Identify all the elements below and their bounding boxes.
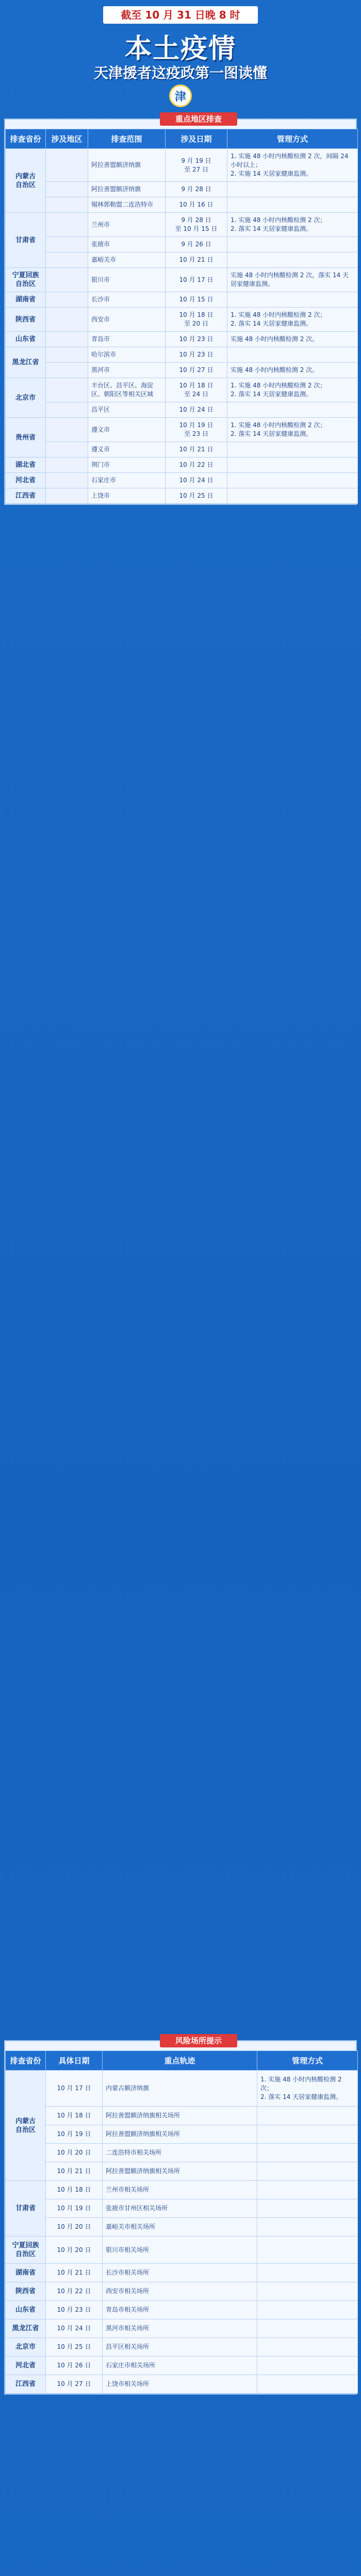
- city-cell: [46, 457, 88, 473]
- risk-places-table: [5, 2050, 358, 2394]
- province-cell: 河北省: [6, 2357, 46, 2375]
- measure-cell: 1. 实施 48 小时内核酸检测 2 次； 2. 落实 14 天居家健康监测。: [227, 378, 358, 402]
- col-header: 涉及日期: [166, 129, 227, 149]
- place-cell: 内蒙古额济纳旗: [103, 2071, 257, 2107]
- measure-cell: [257, 2218, 358, 2236]
- city-cell: [46, 308, 88, 332]
- table-row: [6, 332, 358, 347]
- measure-cell: 实施 48 小时内核酸检测 2 次。: [227, 363, 358, 378]
- measure-cell: [227, 473, 358, 488]
- measure-cell: [227, 182, 358, 197]
- col-header: 排查范围: [88, 129, 166, 149]
- place-cell: 石家庄市相关场所: [103, 2357, 257, 2375]
- province-cell: 湖北省: [6, 457, 46, 473]
- table-row: [6, 347, 358, 363]
- province-cell: 宁夏回族 自治区: [6, 268, 46, 292]
- date-cell: 10 月 21 日: [46, 2162, 103, 2181]
- date-cell: 10 月 19 日: [46, 2199, 103, 2218]
- city-cell: [46, 363, 88, 378]
- measure-cell: [257, 2264, 358, 2282]
- table-row: [6, 2375, 358, 2394]
- city-cell: [46, 268, 88, 292]
- place-cell: 兰州市: [88, 213, 166, 237]
- place-cell: 哈尔滨市: [88, 347, 166, 363]
- date-cell: 10 月 23 日: [166, 332, 227, 347]
- place-cell: 青岛市相关场所: [103, 2301, 257, 2319]
- measure-cell: [227, 237, 358, 252]
- measure-cell: 1. 实施 48 小时内核酸检测 2 次； 2. 落实 14 天居家健康监测。: [227, 418, 358, 442]
- table-row: [6, 402, 358, 418]
- table-row: [6, 2144, 358, 2162]
- measure-cell: 1. 实施 48 小时内核酸检测 2 次； 2. 落实 14 天居家健康监测。: [227, 213, 358, 237]
- col-header: 排查省份: [6, 2051, 46, 2071]
- table-row: [6, 378, 358, 402]
- measure-cell: 1. 实施 48 小时内核酸检测 2 次； 2. 落实 14 天居家健康监测。: [257, 2071, 358, 2107]
- table-row: [6, 197, 358, 213]
- table-header-row: [6, 2051, 358, 2071]
- table-row: [6, 488, 358, 504]
- date-cell: 10 月 25 日: [166, 488, 227, 504]
- date-cell: 10 月 21 日: [46, 2264, 103, 2282]
- province-cell: 北京市: [6, 2338, 46, 2357]
- section-tag: 风险场所提示: [160, 2034, 237, 2047]
- place-cell: 昌平区相关场所: [103, 2338, 257, 2357]
- place-cell: 张掖市甘州区相关场所: [103, 2199, 257, 2218]
- province-cell: 陕西省: [6, 308, 46, 332]
- province-cell: 陕西省: [6, 2282, 46, 2301]
- table-row: [6, 2282, 358, 2301]
- date-cell: 10 月 22 日: [46, 2282, 103, 2301]
- measure-cell: [257, 2319, 358, 2338]
- province-cell: 北京市: [6, 378, 46, 418]
- date-cell: 10 月 18 日: [46, 2181, 103, 2199]
- measure-cell: 实施 48 小时内核酸检测 2 次，落实 14 天居家健康监测。: [227, 268, 358, 292]
- measure-cell: [257, 2144, 358, 2162]
- place-cell: 张掖市: [88, 237, 166, 252]
- header: [0, 0, 361, 113]
- place-cell: 西安市相关场所: [103, 2282, 257, 2301]
- col-header: 管理方式: [257, 2051, 358, 2071]
- table-row: [6, 2338, 358, 2357]
- place-cell: 阿拉善盟额济纳旗相关场所: [103, 2162, 257, 2181]
- province-cell: 河北省: [6, 473, 46, 488]
- date-cell: 10 月 18 日 至 24 日: [166, 378, 227, 402]
- province-cell: 甘肃省: [6, 213, 46, 268]
- measure-cell: [227, 402, 358, 418]
- table-row: [6, 2162, 358, 2181]
- city-cell: [46, 378, 88, 402]
- province-cell: 宁夏回族 自治区: [6, 2236, 46, 2264]
- date-cell: 10 月 19 日 至 23 日: [166, 418, 227, 442]
- date-cell: 10 月 21 日: [166, 252, 227, 268]
- measure-cell: [257, 2301, 358, 2319]
- date-cell: 10 月 18 日 至 20 日: [166, 308, 227, 332]
- table-row: [6, 252, 358, 268]
- city-cell: [46, 237, 88, 252]
- measure-cell: 1. 实施 48 小时内核酸检测 2 次，间隔 24 小时以上； 2. 实施 14 天居家健康监测。: [227, 149, 358, 182]
- city-cell: [46, 442, 88, 457]
- table-row: [6, 2301, 358, 2319]
- table-row: [6, 363, 358, 378]
- province-cell: 黑龙江省: [6, 347, 46, 378]
- measure-cell: [227, 457, 358, 473]
- measure-cell: [227, 197, 358, 213]
- place-cell: 嘉峪关市: [88, 252, 166, 268]
- place-cell: 阿拉善盟额济纳旗相关场所: [103, 2125, 257, 2144]
- date-cell: 10 月 19 日: [46, 2125, 103, 2144]
- measure-cell: [257, 2125, 358, 2144]
- province-cell: 山东省: [6, 2301, 46, 2319]
- province-cell: 黑龙江省: [6, 2319, 46, 2338]
- city-cell: [46, 332, 88, 347]
- date-cell: 10 月 17 日: [46, 2071, 103, 2107]
- place-cell: 丰台区、昌平区、海淀区、朝阳区等相关区域: [88, 378, 166, 402]
- place-cell: 长沙市相关场所: [103, 2264, 257, 2282]
- date-cell: 9 月 28 日: [166, 182, 227, 197]
- place-cell: 遵义市: [88, 418, 166, 442]
- measure-cell: [257, 2375, 358, 2394]
- place-cell: 兰州市相关场所: [103, 2181, 257, 2199]
- province-cell: 江西省: [6, 488, 46, 504]
- key-areas-table: [5, 129, 358, 504]
- measure-cell: 1. 实施 48 小时内核酸检测 2 次； 2. 落实 14 天居家健康监测。: [227, 308, 358, 332]
- date-cell: 10 月 24 日: [166, 473, 227, 488]
- measure-cell: [227, 442, 358, 457]
- place-cell: 嘉峪关市相关场所: [103, 2218, 257, 2236]
- page-subtitle: 天津援者这疫政第一图读懂: [93, 64, 267, 81]
- city-cell: [46, 473, 88, 488]
- place-cell: 锡林郭勒盟二连浩特市: [88, 197, 166, 213]
- table-row: [6, 473, 358, 488]
- table-row: [6, 2264, 358, 2282]
- table-row: [6, 2218, 358, 2236]
- date-cell: 10 月 20 日: [46, 2236, 103, 2264]
- place-cell: 遵义市: [88, 442, 166, 457]
- date-cell: 10 月 23 日: [46, 2301, 103, 2319]
- table-row: [6, 2107, 358, 2125]
- measure-cell: [257, 2107, 358, 2125]
- date-cell: 10 月 21 日: [166, 442, 227, 457]
- city-cell: [46, 182, 88, 197]
- place-cell: 青岛市: [88, 332, 166, 347]
- province-cell: 内蒙古 自治区: [6, 2071, 46, 2181]
- measure-cell: 实施 48 小时内核酸检测 2 次。: [227, 332, 358, 347]
- place-cell: 昌平区: [88, 402, 166, 418]
- date-cell: 10 月 25 日: [46, 2338, 103, 2357]
- city-cell: [46, 292, 88, 308]
- place-cell: 黑河市相关场所: [103, 2319, 257, 2338]
- col-header: 管理方式: [227, 129, 358, 149]
- date-cell: 10 月 22 日: [166, 457, 227, 473]
- date-cell: 10 月 20 日: [46, 2144, 103, 2162]
- table-row: [6, 292, 358, 308]
- section-tag: 重点地区排查: [160, 112, 237, 126]
- city-cell: [46, 252, 88, 268]
- table-row: [6, 2125, 358, 2144]
- table-row: [6, 457, 358, 473]
- place-cell: 西安市: [88, 308, 166, 332]
- province-cell: 贵州省: [6, 418, 46, 457]
- city-cell: [46, 418, 88, 442]
- cutoff-badge: 截至 10 月 31 日晚 8 时: [103, 6, 258, 24]
- measure-cell: [227, 488, 358, 504]
- section-key-areas: [4, 114, 357, 505]
- province-cell: 湖南省: [6, 2264, 46, 2282]
- province-cell: 甘肃省: [6, 2181, 46, 2236]
- province-cell: 山东省: [6, 332, 46, 347]
- table-row: [6, 149, 358, 182]
- measure-cell: [227, 292, 358, 308]
- table-row: [6, 2357, 358, 2375]
- table-row: [6, 213, 358, 237]
- table-row: [6, 308, 358, 332]
- place-cell: 石家庄市: [88, 473, 166, 488]
- table-row: [6, 182, 358, 197]
- city-cell: [46, 213, 88, 237]
- measure-cell: [257, 2199, 358, 2218]
- date-cell: 10 月 23 日: [166, 347, 227, 363]
- table-row: [6, 268, 358, 292]
- table-row: [6, 2199, 358, 2218]
- province-cell: 内蒙古 自治区: [6, 149, 46, 213]
- place-cell: 二连浩特市相关场所: [103, 2144, 257, 2162]
- page-title: 本土疫情: [124, 33, 236, 64]
- city-cell: [46, 402, 88, 418]
- col-header: 具体日期: [46, 2051, 103, 2071]
- city-cell: [46, 149, 88, 182]
- measure-cell: [257, 2236, 358, 2264]
- date-cell: 10 月 15 日: [166, 292, 227, 308]
- measure-cell: [257, 2282, 358, 2301]
- place-cell: 上饶市相关场所: [103, 2375, 257, 2394]
- province-cell: 湖南省: [6, 292, 46, 308]
- date-cell: 10 月 27 日: [166, 363, 227, 378]
- date-cell: 10 月 24 日: [46, 2319, 103, 2338]
- measure-cell: [257, 2162, 358, 2181]
- date-cell: 10 月 27 日: [46, 2375, 103, 2394]
- measure-cell: [227, 252, 358, 268]
- col-header: 排查省份: [6, 129, 46, 149]
- table-row: [6, 442, 358, 457]
- table-row: [6, 418, 358, 442]
- col-header: 重点轨迹: [103, 2051, 257, 2071]
- place-cell: 荆门市: [88, 457, 166, 473]
- date-cell: 10 月 16 日: [166, 197, 227, 213]
- col-header: 涉及地区: [46, 129, 88, 149]
- measure-cell: [227, 347, 358, 363]
- date-cell: 9 月 28 日 至 10 月 15 日: [166, 213, 227, 237]
- date-cell: 10 月 18 日: [46, 2107, 103, 2125]
- place-cell: 阿拉善盟额济纳旗: [88, 182, 166, 197]
- measure-cell: [257, 2338, 358, 2357]
- logo: 津: [169, 84, 192, 107]
- city-cell: [46, 488, 88, 504]
- date-cell: 10 月 20 日: [46, 2218, 103, 2236]
- measure-cell: [257, 2181, 358, 2199]
- city-cell: [46, 197, 88, 213]
- table-header-row: [6, 129, 358, 149]
- place-cell: 黑河市: [88, 363, 166, 378]
- place-cell: 银川市: [88, 268, 166, 292]
- place-cell: 长沙市: [88, 292, 166, 308]
- place-cell: 阿拉善盟额济纳旗: [88, 149, 166, 182]
- table-row: [6, 2181, 358, 2199]
- date-cell: 9 月 19 日 至 27 日: [166, 149, 227, 182]
- measure-cell: [257, 2357, 358, 2375]
- section-risk-places: [4, 2036, 357, 2395]
- table-row: [6, 237, 358, 252]
- place-cell: 阿拉善盟额济纳旗相关场所: [103, 2107, 257, 2125]
- date-cell: 10 月 17 日: [166, 268, 227, 292]
- table-row: [6, 2236, 358, 2264]
- date-cell: 10 月 26 日: [46, 2357, 103, 2375]
- place-cell: 上饶市: [88, 488, 166, 504]
- table-row: [6, 2071, 358, 2107]
- date-cell: 10 月 24 日: [166, 402, 227, 418]
- city-cell: [46, 347, 88, 363]
- date-cell: 9 月 26 日: [166, 237, 227, 252]
- place-cell: 银川市相关场所: [103, 2236, 257, 2264]
- province-cell: 江西省: [6, 2375, 46, 2394]
- table-row: [6, 2319, 358, 2338]
